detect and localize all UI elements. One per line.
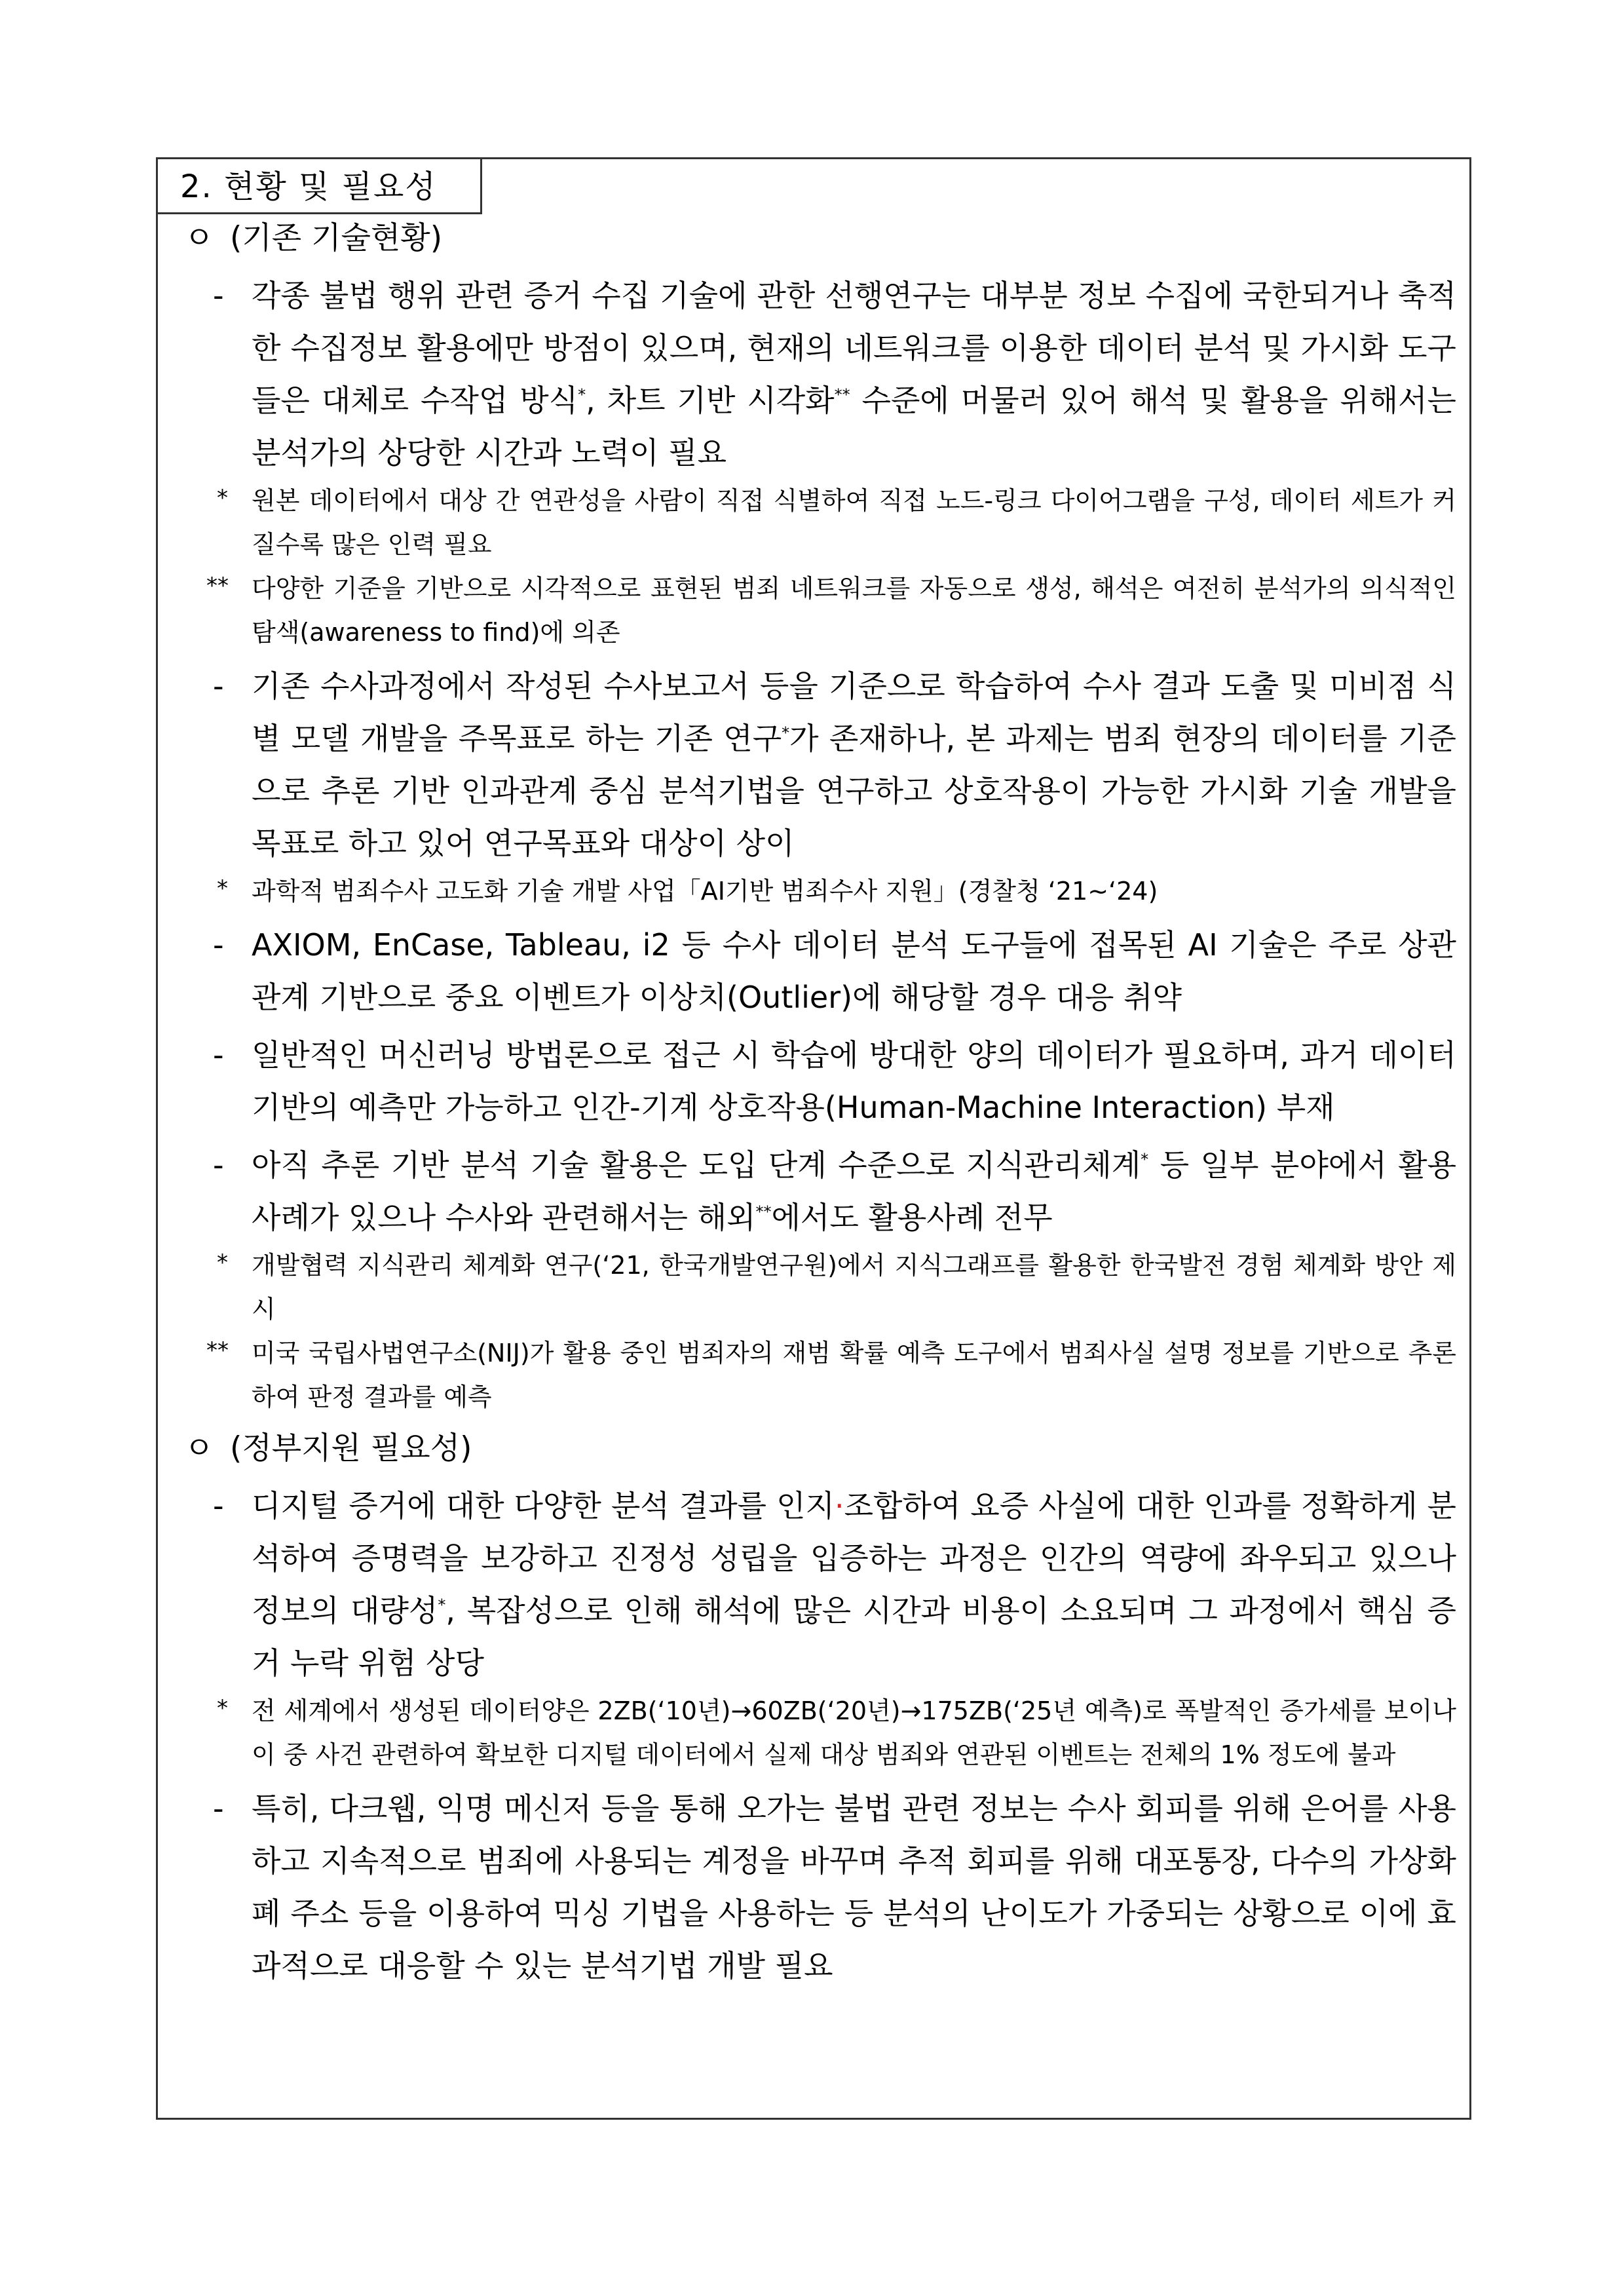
item-text: 특히, 다크웹, 익명 메신저 등을 통해 오가는 불법 관련 정보는 수사 회피를 위해 은어를 사용하고 지속적으로 범죄에 사용되는 계정을 바꾸며 추적 회피를 위해 대포통장, 다수의 가상화폐 주소 등을 이용하여 믹싱 기법을 사용하는 등 분석의 난이도가 가중되는 상황으로 이에 효과적으로 대응할 수 있는 분석기법 개발 필요	[252, 1791, 1456, 1983]
heading-text: (정부지원 필요성)	[230, 1430, 472, 1466]
need-item-1	[158, 1480, 1469, 1689]
footnote	[158, 1244, 1469, 1331]
item-text: 등 일부 분야에서 활용사례가 있으나 수사와 관련해서는 해외	[252, 1147, 1457, 1235]
footnote-mark: *	[217, 1695, 228, 1721]
item-text: 디지털 증거에 대한 다양한 분석 결과를 인지	[252, 1488, 835, 1523]
footnote-text: 다양한 기준을 기반으로 시각적으로 표현된 범죄 네트워크를 자동으로 생성, 해석은 여전히 분석가의 의식적인 탐색(awareness to find)에 의존	[252, 574, 1456, 647]
need-item-2	[158, 1782, 1469, 1992]
item-text: , 복잡성으로 인해 해석에 많은 시간과 비용이 소요되며 그 과정에서 핵심 증거 누락 위험 상당	[252, 1593, 1456, 1681]
footnote-ref: *	[1141, 1150, 1149, 1169]
item-text: , 차트 기반 시각화	[586, 383, 835, 418]
section-content	[158, 214, 1469, 1992]
footnote-ref: **	[755, 1202, 772, 1221]
item-text: 일반적인 머신러닝 방법론으로 접근 시 학습에 방대한 양의 데이터가 필요하며, 과거 데이터 기반의 예측만 가능하고 인간-기계 상호작용(Human-Machine Interaction) 부재	[252, 1037, 1456, 1125]
footnote-ref: *	[578, 385, 586, 404]
dash-bullet: -	[213, 1037, 224, 1073]
footnote-mark: **	[206, 573, 229, 599]
item-text: AXIOM, EnCase, Tableau, i2 등 수사 데이터 분석 도구들에 접목된 AI 기술은 주로 상관관계 기반으로 중요 이벤트가 이상치(Outlier)에 해당할 경우 대응 취약	[252, 927, 1456, 1015]
footnote	[158, 479, 1469, 567]
footnote-text: 미국 국립사법연구소(NIJ)가 활용 중인 범죄자의 재범 확률 예측 도구에서 범죄사실 설명 정보를 기반으로 추론하여 판정 결과를 예측	[252, 1339, 1456, 1411]
item-text: 에서도 활용사례 전무	[771, 1200, 1053, 1235]
circle-bullet-icon: ㅇ	[184, 1430, 214, 1466]
footnote-mark: **	[206, 1337, 229, 1364]
item-text: 각종 불법 행위 관련 증거 수집 기술에 관한 선행연구는 대부분 정보 수집에 국한되거나 축적한 수집정보 활용에만 방점이 있으며, 현재의 네트워크를 이용한 데이터 분석 및 가시화 도구들은 대체로 수작업 방식	[252, 278, 1456, 418]
document-frame	[156, 157, 1471, 2120]
footnote	[158, 1331, 1469, 1419]
dash-bullet: -	[213, 668, 224, 704]
footnote-ref: *	[782, 723, 790, 742]
item-text: 아직 추론 기반 분석 기술 활용은 도입 단계 수준으로 지식관리체계	[252, 1147, 1141, 1183]
footnote-mark: *	[217, 875, 228, 902]
footnote-text: 전 세계에서 생성된 데이터양은 2ZB(‘10년)→60ZB(‘20년)→175ZB(‘25년 예측)로 폭발적인 증가세를 보이나 이 중 사건 관련하여 확보한 디지털 데이터에서 실제 대상 범죄와 연관된 이벤트는 전체의 1% 정도에 불과	[252, 1696, 1456, 1769]
circle-bullet-icon: ㅇ	[184, 220, 214, 256]
item-text: 가 존재하나, 본 과제는 범죄 현장의 데이터를 기준으로 추론 기반 인과관계 중심 분석기법을 연구하고 상호작용이 가능한 가시화 기술 개발을 목표로 하고 있어 연구목표와 대상이 상이	[252, 721, 1456, 861]
existing-item-3	[158, 919, 1469, 1024]
footnote-ref: **	[834, 385, 850, 404]
item-text: 조합하여 요증 사실에 대한 인과를 정확하게 분석하여 증명력을 보강하고 진정성 성립을 입증하는 과정은 인간의 역량에 좌우되고 있으나 정보의 대량성	[252, 1488, 1456, 1628]
item-text: 수준에 머물러 있어 해석 및 활용을 위해서는 분석가의 상당한 시간과 노력이 필요	[252, 383, 1456, 470]
footnote	[158, 567, 1469, 655]
footnote	[158, 870, 1469, 913]
dash-bullet: -	[213, 1147, 224, 1183]
existing-item-2	[158, 660, 1469, 870]
item-text: 기존 수사과정에서 작성된 수사보고서 등을 기준으로 학습하여 수사 결과 도출 및 미비점 식별 모델 개발을 주목표로 하는 기존 연구	[252, 668, 1456, 756]
footnote-mark: *	[217, 485, 228, 511]
heading-text: (기존 기술현황)	[230, 220, 443, 256]
existing-item-1	[158, 269, 1469, 479]
existing-item-4	[158, 1029, 1469, 1134]
dash-bullet: -	[213, 1791, 224, 1826]
footnote-text: 개발협력 지식관리 체계화 연구(‘21, 한국개발연구원)에서 지식그래프를 활용한 한국발전 경험 체계화 방안 제시	[252, 1251, 1456, 1324]
footnote	[158, 1689, 1469, 1777]
footnote-ref: *	[438, 1596, 446, 1615]
dash-bullet: -	[213, 927, 224, 963]
footnote-mark: *	[217, 1250, 228, 1276]
dash-bullet: -	[213, 278, 224, 313]
existing-tech-heading	[158, 214, 1469, 264]
footnote-text: 과학적 범죄수사 고도화 기술 개발 사업「AI기반 범죄수사 지원」(경찰청 ‘21∼‘24)	[252, 877, 1158, 906]
footnote-text: 원본 데이터에서 대상 간 연관성을 사람이 직접 식별하여 직접 노드-링크 다이어그램을 구성, 데이터 세트가 커질수록 많은 인력 필요	[252, 486, 1456, 559]
middle-dot: ·	[834, 1488, 844, 1523]
dash-bullet: -	[213, 1488, 224, 1523]
gov-support-heading	[158, 1425, 1469, 1474]
section-title: 2. 현황 및 필요성	[158, 159, 482, 214]
existing-item-5	[158, 1139, 1469, 1244]
